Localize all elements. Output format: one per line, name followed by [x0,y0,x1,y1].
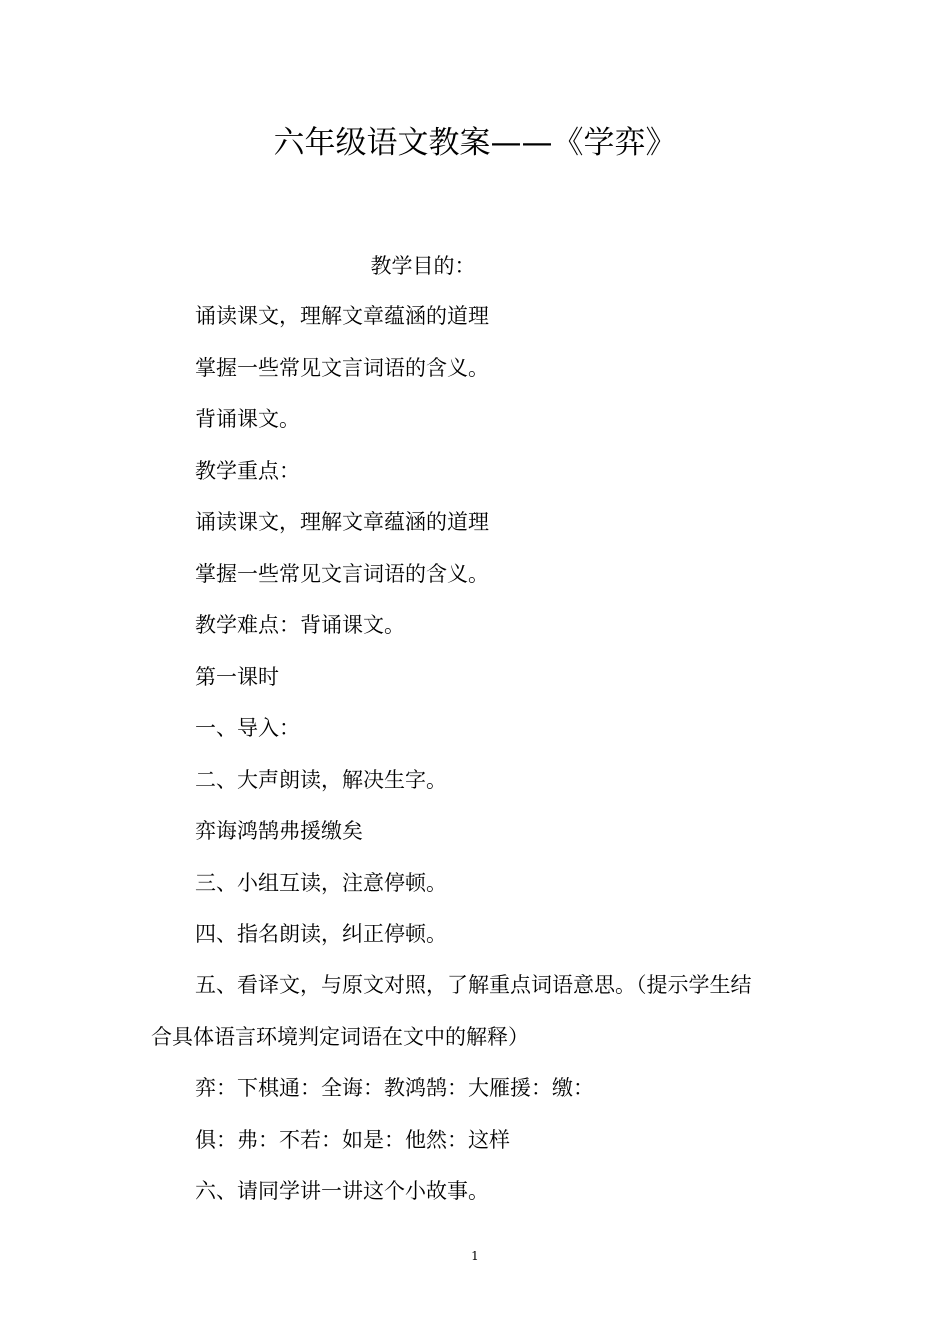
paragraph-line: 掌握一些常见文言词语的含义。 [195,356,489,380]
paragraph-line: 五、看译文，与原文对照，了解重点词语意思。（提示学生结 [195,973,752,997]
paragraph-line: 弈：下棋通：全诲：教鸿鹄：大雁援：缴： [195,1076,594,1100]
paragraph-line: 二、大声朗读，解决生字。 [195,768,447,792]
page-number: 1 [471,1249,479,1263]
paragraph-line: 诵读课文，理解文章蕴涵的道理 [195,304,489,328]
document-title: 六年级语文教案——《学弈》 [273,125,677,161]
paragraph-line: 六、请同学讲一讲这个小故事。 [195,1179,489,1203]
paragraph-line: 一、导入： [195,716,300,740]
paragraph-line: 背诵课文。 [195,407,300,431]
paragraph-line: 俱：弗：不若：如是：他然：这样 [195,1128,510,1152]
section-heading-objectives: 教学目的： [370,254,476,278]
lesson-heading: 第一课时 [195,665,279,689]
paragraph-line-continuation: 合具体语言环境判定词语在文中的解释） [151,1025,529,1049]
paragraph-line: 诵读课文，理解文章蕴涵的道理 [195,510,489,534]
paragraph-line: 教学难点：背诵课文。 [195,613,405,637]
paragraph-line: 四、指名朗读，纠正停顿。 [195,922,447,946]
paragraph-line: 掌握一些常见文言词语的含义。 [195,562,489,586]
paragraph-line: 三、小组互读，注意停顿。 [195,871,447,895]
section-heading-key-points: 教学重点： [195,459,300,483]
paragraph-line: 弈诲鸿鹄弗援缴矣 [195,819,363,843]
